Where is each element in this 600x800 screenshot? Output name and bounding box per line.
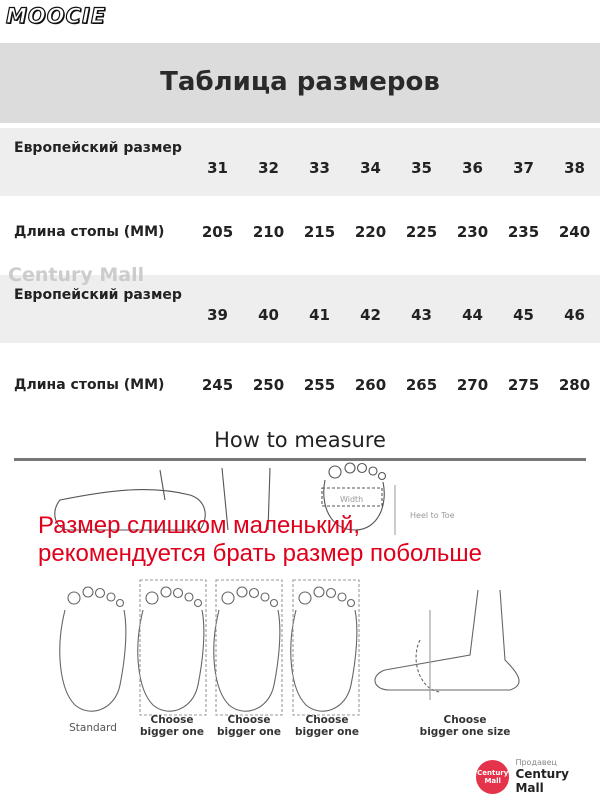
table-cell: 33 [309,159,330,177]
table-cell: 245 [201,376,234,394]
foot-outline-2 [138,580,206,715]
table-cell: 43 [411,306,432,324]
foot-label-line: Standard [69,722,117,734]
seller-caption: Продавец [515,758,557,767]
table-cell: 235 [507,223,540,241]
heel-label: Heel to Toe [410,511,455,520]
row-label: Европейский размер [14,140,182,156]
foot-label [134,714,210,738]
foot-label-line: Choose [150,714,194,726]
table-cell: 45 [513,306,534,324]
table-cell: 41 [309,306,330,324]
foot-outline-4 [291,580,359,715]
foot-label [58,722,128,734]
table-cell: 265 [405,376,438,394]
foot-label-line: bigger one [217,726,281,738]
foot-label [211,714,287,738]
table-cell: 275 [507,376,540,394]
row-label: Европейский размер [14,287,182,303]
table-cell: 260 [354,376,387,394]
table-row [0,128,600,196]
table-cell: 40 [258,306,279,324]
table-cell: 36 [462,159,483,177]
table-cell: 34 [360,159,381,177]
foot-outline-3 [214,580,282,715]
foot-label-line: Choose [227,714,271,726]
row-label: Длина стопы (MM) [14,377,165,393]
foot-label-line: bigger one [295,726,359,738]
foot-outline-standard [60,587,126,711]
foot-label-line: bigger one [140,726,204,738]
table-cell: 205 [201,223,234,241]
seller-logo: Century Mall [476,760,509,794]
width-label: Width [340,495,364,504]
size-chart-title: Таблица размеров [160,67,440,97]
seller-name: Century Mall [515,767,569,795]
table-cell: 220 [354,223,387,241]
notice-line-2: рекомендуется брать размер побольше [38,540,482,567]
table-cell: 225 [405,223,438,241]
foot-label [410,714,520,738]
seller-badge [476,758,600,795]
table-cell: 250 [252,376,285,394]
table-cell: 42 [360,306,381,324]
table-cell: 240 [558,223,591,241]
table-cell: 270 [456,376,489,394]
foot-label-line: Choose [443,714,487,726]
measure-title: How to measure [214,428,386,452]
table-cell: 255 [303,376,336,394]
size-chart-header [0,43,600,123]
row-label: Длина стопы (MM) [14,224,165,240]
table-cell: 31 [207,159,228,177]
table-cell: 210 [252,223,285,241]
table-row [0,198,600,266]
brand-logo: MOOCIE [6,4,107,28]
table-cell: 35 [411,159,432,177]
table-cell: 46 [564,306,585,324]
foot-label-line: bigger one size [419,726,511,738]
table-cell: 38 [564,159,585,177]
table-cell: 230 [456,223,489,241]
table-row [0,351,600,419]
size-warning-notice [38,512,578,568]
foot-label [289,714,365,738]
notice-line-1: Размер слишком маленький, [38,512,361,539]
foot-label-line: Choose [305,714,349,726]
table-cell: 32 [258,159,279,177]
table-cell: 280 [558,376,591,394]
watermark-text: Century Mall [8,264,145,286]
table-cell: 44 [462,306,483,324]
foot-side-ruler-icon [375,590,519,700]
table-cell: 215 [303,223,336,241]
table-cell: 39 [207,306,228,324]
table-cell: 37 [513,159,534,177]
